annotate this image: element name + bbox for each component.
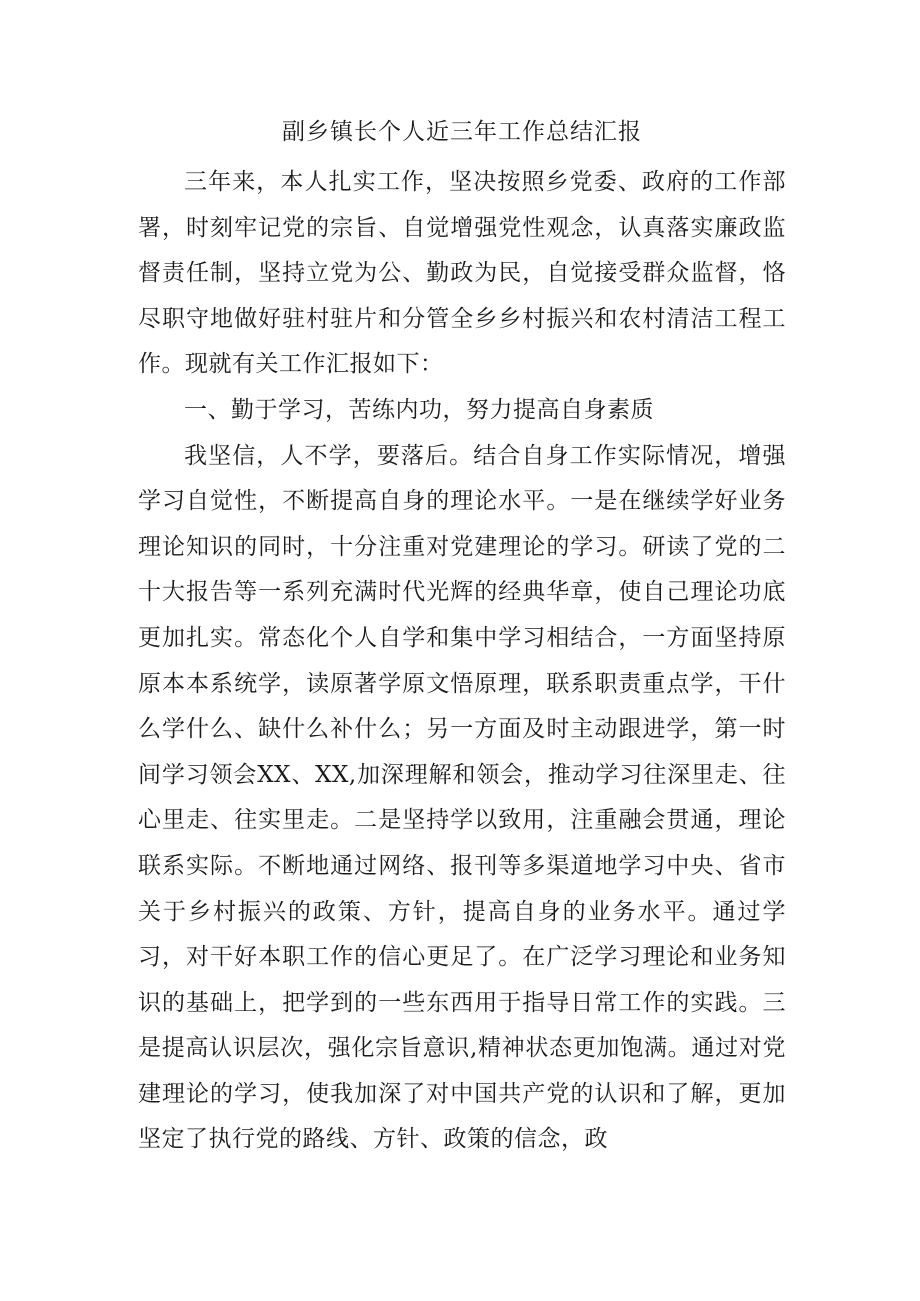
section-heading-1: 一、勤于学习，苦练内功，努力提高自身素质: [184, 396, 654, 423]
document-content: [138, 112, 786, 1163]
intro-paragraph: 三年来，本人扎实工作，坚决按照乡党委、政府的工作部署，时刻牢记党的宗旨、自觉增强党性观念，认真落实廉政监督责任制，坚持立党为公、勤政为民，自觉接受群众监督，恪尽职守地做好驻村驻片和分管全乡乡村振兴和农村清洁工程工作。现就有关工作汇报如下：: [138, 169, 786, 378]
document-title: 副乡镇长个人近三年工作总结汇报: [282, 119, 642, 145]
section-body-1: 我坚信，人不学，要落后。结合自身工作实际情况，增强学习自觉性，不断提高自身的理论水平。一是在继续学好业务理论知识的同时，十分注重对党建理论的学习。研读了党的二十大报告等一系列充满时代光辉的经典华章，使自己理论功底更加扎实。常态化个人自学和集中学习相结合，一方面坚持原原本本系统学，读原著学原文悟原理，联系职责重点学，干什么学什么、缺什么补什么；另一方面及时主动跟进学，第一时间学习领会XX、XX,加深理解和领会，推动学习往深里走、往心里走、往实里走。二是坚持学以致用，注重融会贯通，理论联系实际。不断地通过网络、报刊等多渠道地学习中央、省市关于乡村振兴的政策、方针，提高自身的业务水平。通过学习，对干好本职工作的信心更足了。在广泛学习理论和业务知识的基础上，把学到的一些东西用于指导日常工作的实践。三是提高认识层次，强化宗旨意识,精神状态更加饱满。通过对党建理论的学习，使我加深了对中国共产党的认识和了解，更加坚定了执行党的路线、方针、政策的信念，政: [138, 442, 786, 1153]
